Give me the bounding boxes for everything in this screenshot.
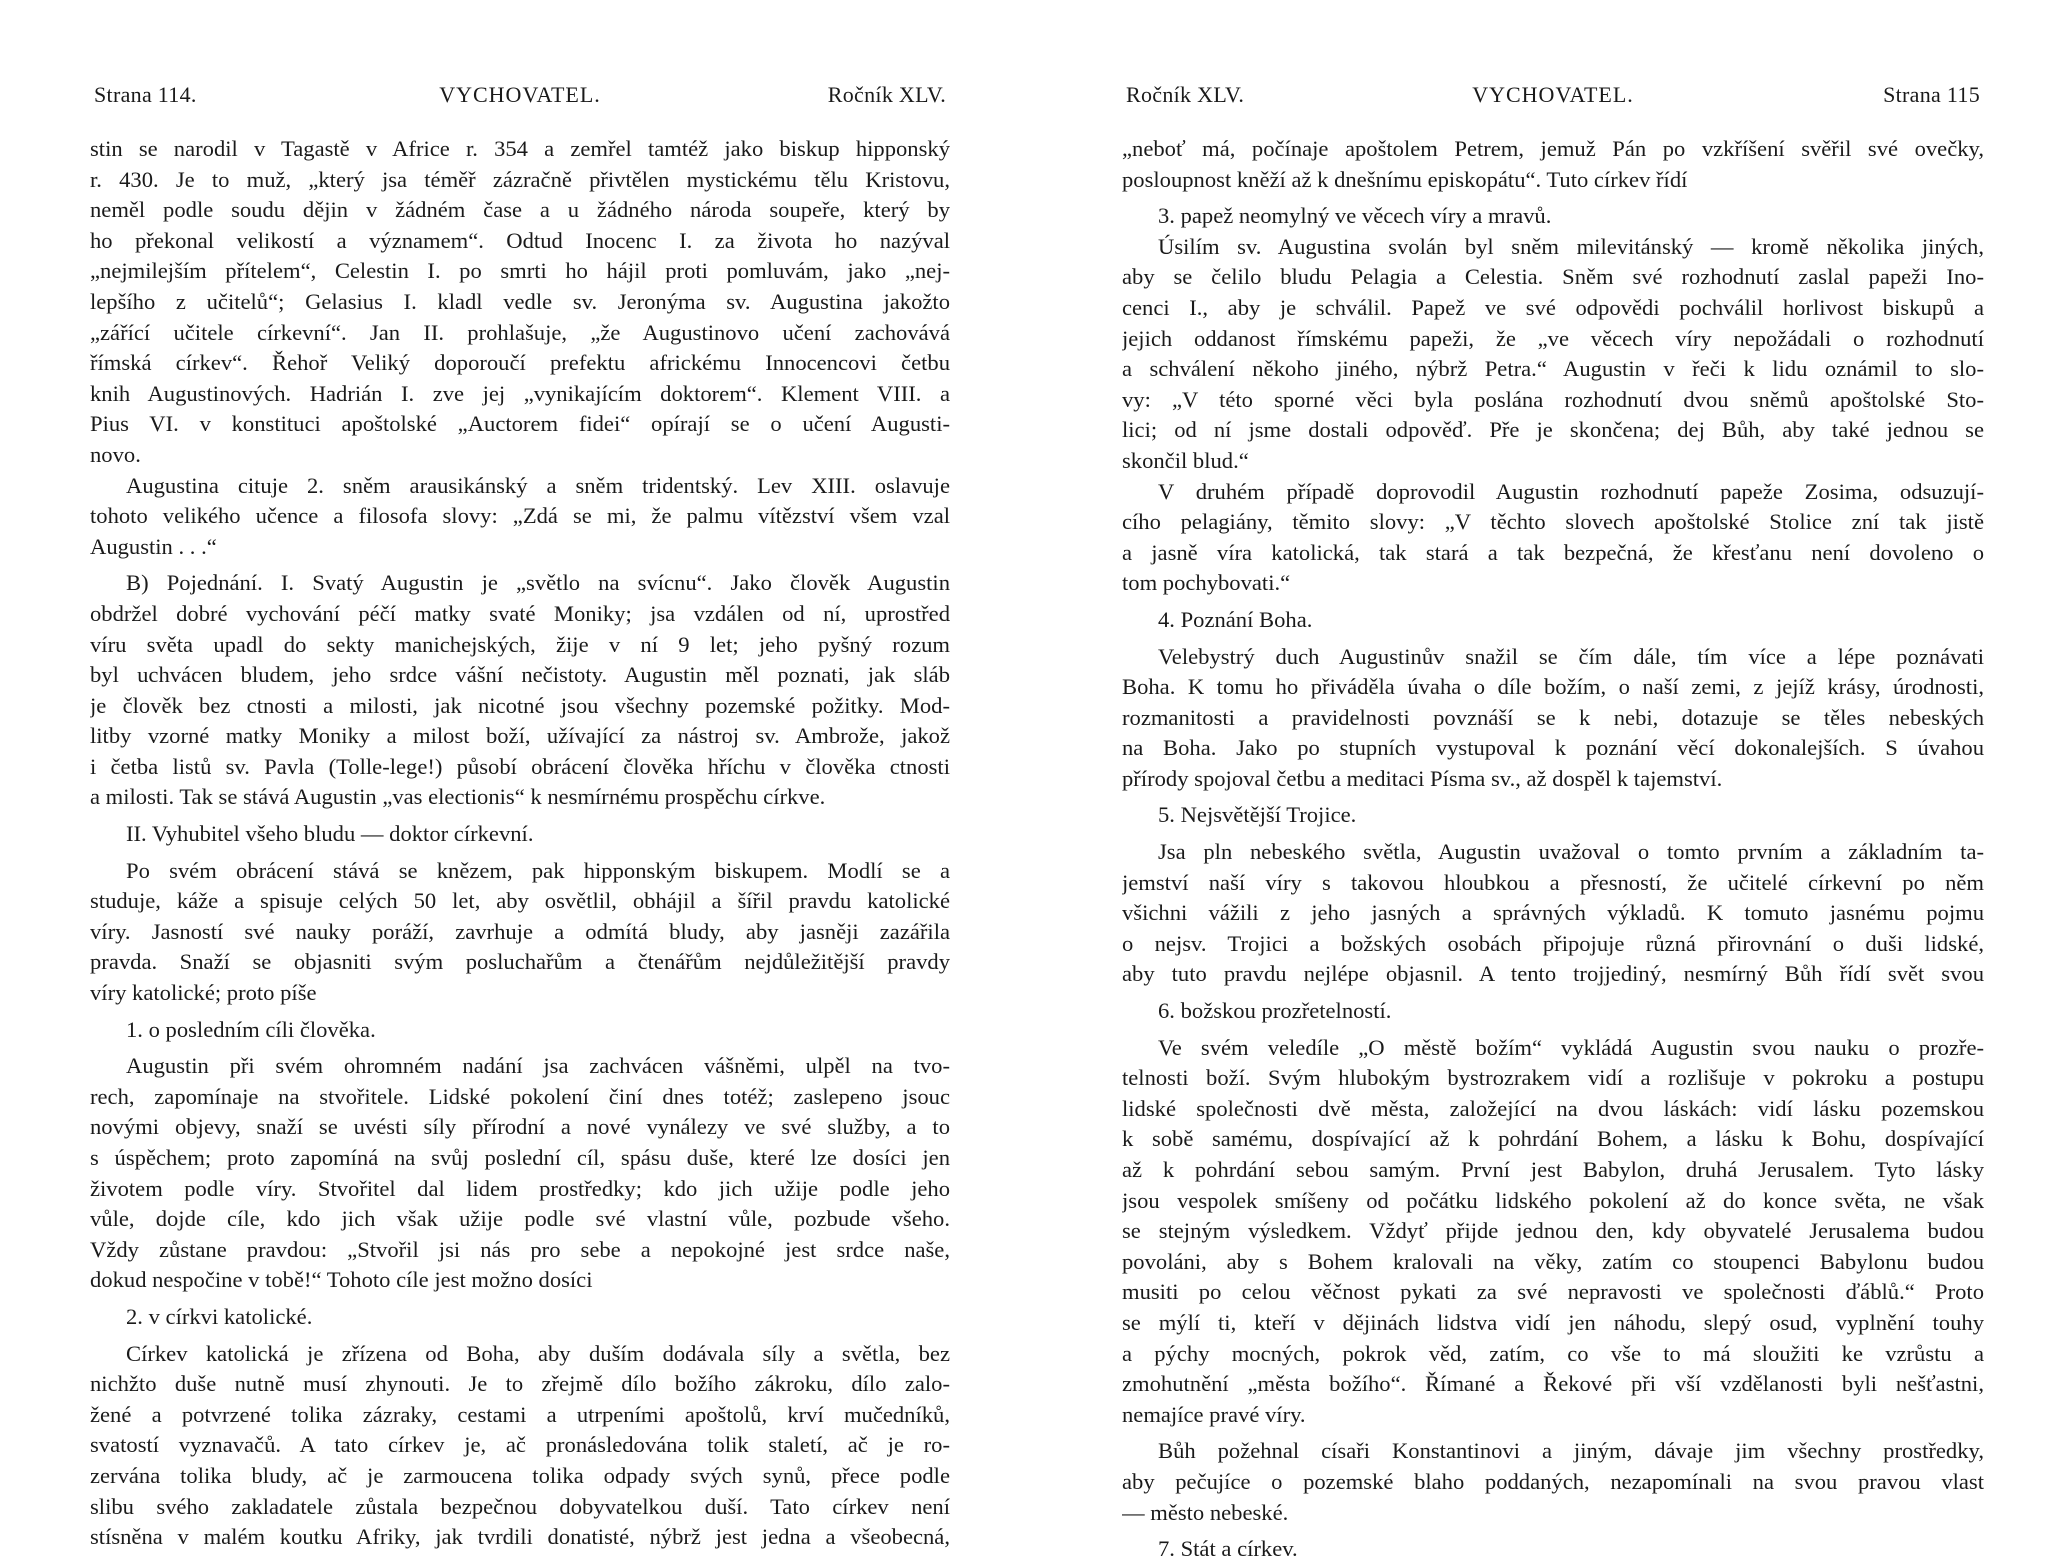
text-line: aby pečujíce o pozemské blaho poddaných, nezapomínali na svou pravou vlast bbox=[1122, 1468, 1984, 1494]
text-line: musiti po celou věčnost pykati za své nepravosti ve společnosti ďáblů.“ Proto bbox=[1122, 1279, 1984, 1305]
text-line: se stejným výsledkem. Vždyť přijde jednou den, kdy obyvatelé Jerusalema budou bbox=[1122, 1218, 1984, 1244]
text-line: „neboť má, počínaje apoštolem Petrem, jemuž Pán po vzkříšení svěřil své ovečky, bbox=[1122, 136, 1984, 161]
text-line: Ve svém veledíle „O městě božím“ vykládá Augustin svou nauku o prozře- bbox=[1158, 1034, 1984, 1060]
text-line: Augustin . . .“ bbox=[90, 533, 217, 559]
text-line: slibu svého zakladatele zůstala bezpečnou dobyvatelkou duší. Tato církev není bbox=[90, 1493, 950, 1519]
text-line: byl uchvácen bludem, jeho srdce vášní nečistoty. Augustin měl poznati, jak sláb bbox=[90, 662, 950, 688]
text-line: telnosti boží. Svým hlubokým bystrozrakem vidí a rozlišuje v pokroku a postupu bbox=[1122, 1065, 1984, 1091]
text-line: zmohutnění „města božího“. Římané a Řekové při vší vzdělanosti byli nešťastni, bbox=[1122, 1371, 1984, 1397]
text-line: svatostí vyznavačů. A tato církev je, ač pronásledována tolik staletí, ač je ro- bbox=[90, 1432, 950, 1458]
right-page-text bbox=[1122, 134, 1984, 1565]
text-line: a milosti. Tak se stává Augustin „vas electionis“ k nesmírnému prospěchu církve. bbox=[90, 784, 826, 810]
text-line: víru světa upadl do sekty manichejských, žije v ní 9 let; jeho pyšný rozum bbox=[90, 631, 950, 657]
text-line: zervána tolika bludy, ač je zarmoucena tolika odpady svých synů, přece podle bbox=[90, 1462, 950, 1488]
text-line: dokud nespočine v tobě!“ Tohoto cíle jest možno dosíci bbox=[90, 1267, 593, 1293]
journal-title: VYCHOVATEL. bbox=[1472, 82, 1634, 107]
text-line: aby tuto pravdu nejlépe objasnil. A tento trojjediný, nesmírný Bůh řídí svět svou bbox=[1122, 961, 1984, 987]
text-line: o nejsv. Trojici a božských osobách připojuje různá přirovnání o duši lidské, bbox=[1122, 930, 1984, 956]
text-line: vůle, dojde cíle, kdo jich však užije podle své vlastní vůle, pozbude všeho. bbox=[90, 1206, 950, 1232]
text-line: „nejmilejším přítelem“, Celestin I. po smrti ho hájil proti pomluvám, jako „nej- bbox=[90, 258, 950, 284]
text-line: cího pelagiány, těmito slovy: „V těchto slovech apoštolské Stolice zní tak jistě bbox=[1122, 509, 1984, 535]
text-line: 1. o posledním cíli člověka. bbox=[126, 1016, 376, 1042]
text-line: jejich oddanost římskému papeži, že „ve věcech víry nepožádali o rozhodnutí bbox=[1122, 325, 1984, 351]
text-line: lidské společnosti dvě města, založející na dvou láskách: vidí lásku pozemskou bbox=[1122, 1095, 1984, 1121]
text-line: rozmanitosti a pravidelnosti povznáší se k nebi, dotazuje se těles nebeských bbox=[1122, 704, 1984, 730]
left-page bbox=[90, 0, 950, 1550]
text-line: Velebystrý duch Augustinův snažil se čím dále, tím více a lépe poznávati bbox=[1158, 643, 1984, 669]
left-page-text bbox=[90, 134, 950, 1553]
text-line: novo. bbox=[90, 441, 141, 467]
text-line: k sobě samému, dospívající až k pohrdání Bohem, a lásku k Bohu, dospívající bbox=[1122, 1126, 1984, 1152]
text-line: lepšího z učitelů“; Gelasius I. kladl vedle sv. Jeronýma sv. Augustina jakožto bbox=[90, 288, 950, 314]
text-line: i četba listů sv. Pavla (Tolle-lege!) působí obrácení člověka hříchu v člověka ctnosti bbox=[90, 753, 950, 779]
text-line: aby se čelilo bludu Pelagia a Celestia. Sněm své rozhodnutí zaslal papeži Ino- bbox=[1122, 264, 1984, 290]
text-line: římská církev“. Řehoř Veliký doporoučí prefektu africkému Innocencovi četbu bbox=[90, 350, 950, 376]
text-line: povoláni, aby s Bohem kralovali na věky, zatím co stoupenci Babylonu budou bbox=[1122, 1248, 1984, 1274]
volume-label: Ročník XLV. bbox=[827, 82, 946, 107]
text-line: V druhém případě doprovodil Augustin rozhodnutí papeže Zosima, odsuzují- bbox=[1158, 478, 1984, 504]
text-line: 2. v církvi katolické. bbox=[126, 1303, 313, 1329]
text-line: neměl podle soudu dějin v žádném čase a u žádného národa soupeře, který by bbox=[90, 197, 950, 223]
text-line: Pius VI. v konstituci apoštolské „Auctorem fidei“ opírají se o učení Augusti- bbox=[90, 411, 950, 437]
text-line: životem podle víry. Stvořitel dal lidem prostředky; kdo jich užije podle jeho bbox=[90, 1175, 950, 1201]
text-line: obdržel dobré vychování péčí matky svaté Moniky; jsa vzdálen od ní, uprostřed bbox=[90, 600, 950, 626]
page-number: Strana 114. bbox=[94, 82, 197, 107]
text-line: cenci I., aby je schválil. Papež ve své odpovědi pochválil horlivost biskupů a bbox=[1122, 294, 1984, 320]
text-line: posloupnost kněží až k dnešnímu episkopátu“. Tuto církev řídí bbox=[1122, 166, 1688, 192]
text-line: litby vzorné matky Moniky a milost boží, užívající za nástroj sv. Ambrože, jakož bbox=[90, 723, 950, 749]
journal-title: VYCHOVATEL. bbox=[439, 82, 601, 107]
text-line: Po svém obrácení stává se knězem, pak hipponským biskupem. Modlí se a bbox=[126, 857, 950, 883]
text-line: nemajíce pravé víry. bbox=[1122, 1401, 1306, 1427]
text-line: 7. Stát a církev. bbox=[1158, 1536, 1298, 1562]
text-line: se mýlí ti, kteří v dějinách lidstva vidí jen náhodu, slepý osud, vyplnění touhy bbox=[1122, 1309, 1984, 1335]
right-page-header bbox=[1122, 82, 1984, 112]
text-line: 3. papež neomylný ve věcech víry a mravů. bbox=[1158, 203, 1552, 229]
text-line: Církev katolická je zřízena od Boha, aby duším dodávala síly a světla, bez bbox=[126, 1340, 950, 1366]
text-line: r. 430. Je to muž, „který jsa téměř zázračně přivtělen mystickému tělu Kristovu, bbox=[90, 166, 950, 192]
text-line: jsou vespolek smíšeny od počátku lidského pokolení až do konce světa, ne však bbox=[1122, 1187, 1984, 1213]
text-line: až k pohrdání sebou samým. První jest Babylon, druhá Jerusalem. Tyto lásky bbox=[1122, 1157, 1984, 1182]
text-line: rech, zapomínaje na stvořitele. Lidské pokolení činí dnes totéž; zaslepeno jsouc bbox=[90, 1083, 950, 1109]
text-line: Vždy zůstane pravdou: „Stvořil jsi nás pro sebe a nepokojné jest srdce naše, bbox=[90, 1236, 950, 1262]
text-line: 4. Poznání Boha. bbox=[1158, 606, 1313, 632]
text-line: Úsilím sv. Augustina svolán byl sněm milevitánský — kromě několika jiných, bbox=[1158, 233, 1984, 259]
text-line: „zářící učitele církevní“. Jan II. prohlašuje, „že Augustinovo učení zachovává bbox=[90, 319, 950, 345]
text-line: a pýchy mocných, pokrok věd, zatím, co vše to má sloužiti ke vzrůstu a bbox=[1122, 1340, 1984, 1366]
right-page bbox=[1122, 0, 1984, 1562]
text-line: knih Augustinových. Hadrián I. zve jej „vynikajícím doktorem“. Klement VIII. a bbox=[90, 380, 950, 406]
text-line: Augustin při svém ohromném nadání jsa zachvácen vášněmi, ulpěl na tvo- bbox=[126, 1053, 950, 1079]
text-line: a jasně víra katolická, tak stará a tak bezpečná, že křesťanu není dovoleno o bbox=[1122, 539, 1984, 565]
text-line: na Boha. Jako po stupních vystupoval k poznání věcí dokonalejších. S úvahou bbox=[1122, 735, 1984, 761]
text-line: novými objevy, snaží se uvésti síly přírodní a nové vynálezy ve své služby, a to bbox=[90, 1114, 950, 1140]
text-line: ho překonal velikostí a významem“. Odtud Inocenc I. za života ho nazýval bbox=[90, 227, 950, 253]
page-number: Strana 115 bbox=[1883, 82, 1980, 107]
text-line: vy: „V této sporné věci byla poslána rozhodnutí dvou sněmů apoštolské Sto- bbox=[1122, 386, 1984, 412]
text-line: stin se narodil v Tagastě v Africe r. 354 a zemřel tamtéž jako biskup hipponský bbox=[90, 136, 950, 161]
text-line: všichni vážili z jeho jasných a správných výkladů. K tomuto jasnému pojmu bbox=[1122, 900, 1984, 926]
text-line: B) Pojednání. I. Svatý Augustin je „světlo na svícnu“. Jako člověk Augustin bbox=[126, 570, 950, 596]
text-line: skončil blud.“ bbox=[1122, 447, 1249, 473]
left-page-header bbox=[90, 82, 950, 112]
text-line: víry. Jasností své nauky poráží, zavrhuje a odmítá bludy, aby jasněji zazářila bbox=[90, 918, 950, 944]
text-line: a schválení někoho jiného, nýbrž Petra.“ Augustin v řeči k lidu oznámil to slo- bbox=[1122, 356, 1984, 382]
text-line: je člověk bez ctnosti a milosti, jak nicotné jsou všechny pozemské požitky. Mod- bbox=[90, 692, 950, 718]
volume-label: Ročník XLV. bbox=[1126, 82, 1245, 107]
text-line: jemství naší víry s takovou hloubkou a přesností, že učitelé církevní po něm bbox=[1122, 869, 1984, 895]
text-line: stísněna v malém koutku Afriky, jak tvrdili donatisté, nýbrž jest jedna a všeobecná, bbox=[90, 1524, 950, 1550]
text-line: Jsa pln nebeského světla, Augustin uvažoval o tomto prvním a základním ta- bbox=[1158, 839, 1984, 865]
text-line: pravda. Snaží se objasniti svým posluchařům a čtenářům nejdůležitější pravdy bbox=[90, 949, 950, 975]
text-line: tom pochybovati.“ bbox=[1122, 570, 1291, 596]
text-line: Augustina cituje 2. sněm arausikánský a sněm tridentský. Lev XIII. oslavuje bbox=[126, 472, 950, 498]
text-line: Bůh požehnal císaři Konstantinovi a jiným, dávaje jim všechny prostředky, bbox=[1158, 1438, 1984, 1464]
text-line: přírody spojoval četbu a meditaci Písma sv., až dospěl k tajemství. bbox=[1122, 765, 1723, 791]
text-line: tohoto velikého učence a filosofa slovy: „Zdá se mi, že palmu vítězství všem vzal bbox=[90, 503, 950, 529]
text-line: Boha. K tomu ho přiváděla úvaha o díle božím, o naší zemi, z jejíž krásy, úrodnosti, bbox=[1122, 674, 1984, 700]
text-line: lici; od ní jsme dostali odpověď. Pře je skončena; dej Bůh, aby také jednou se bbox=[1122, 417, 1984, 443]
text-line: II. Vyhubitel všeho bludu — doktor církevní. bbox=[126, 821, 534, 847]
text-line: 6. božskou prozřetelností. bbox=[1158, 998, 1392, 1024]
text-line: víry katolické; proto píše bbox=[90, 980, 317, 1006]
text-line: s úspěchem; proto zapomíná na svůj poslední cíl, spásu duše, které lze dosíci jen bbox=[90, 1145, 950, 1170]
text-line: — město nebeské. bbox=[1122, 1499, 1289, 1525]
text-line: 5. Nejsvětější Trojice. bbox=[1158, 802, 1357, 828]
text-line: studuje, káže a spisuje celých 50 let, aby osvětlil, obhájil a šířil pravdu katolické bbox=[90, 888, 950, 914]
text-line: žené a potvrzené tolika zázraky, cestami a utrpeními apoštolů, krví mučedníků, bbox=[90, 1401, 950, 1427]
text-line: nichžto duše nutně musí zhynouti. Je to zřejmě dílo božího zákroku, dílo zalo- bbox=[90, 1371, 950, 1397]
